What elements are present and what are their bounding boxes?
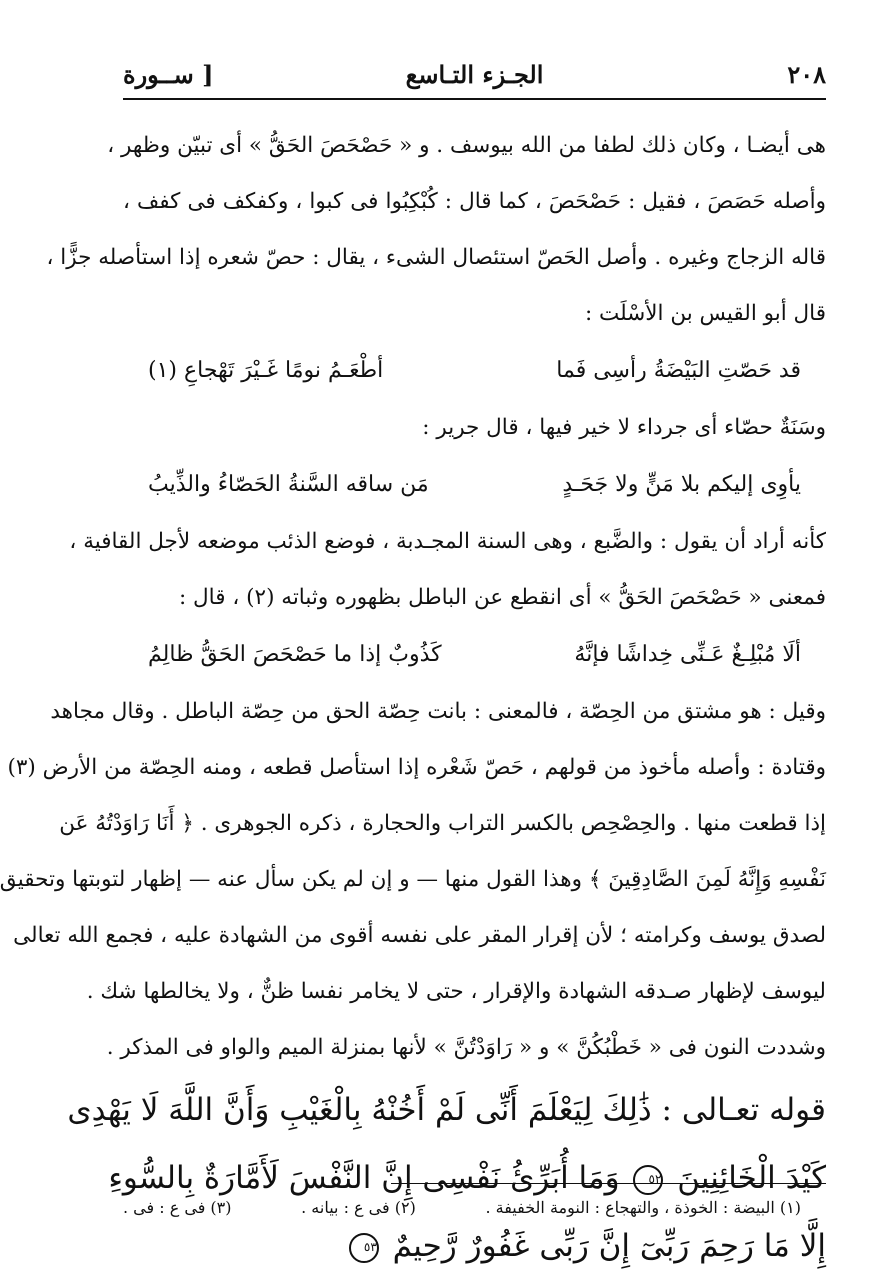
poem-verse — [123, 626, 826, 684]
verse-first-hemistich: يأوِى إليكم بلا مَنٍّ ولا جَحَـدٍ — [562, 472, 801, 497]
quran-text: وَمَا أُبَرِّئُ نَفْسِى إِنَّ النَّفْسَ لَأَمَّارَةٌ بِالسُّوءِ — [108, 1160, 620, 1196]
quran-text: كَيْدَ الْخَائِنِينَ — [677, 1160, 826, 1196]
text-line: قاله الزجاج وغيره . وأصل الحَصّ استئصال الشىء ، يقال : حصّ شعره إذا استأصله جزًّا ، — [46, 245, 826, 270]
ayah-number-mark: ٥٢ — [633, 1165, 663, 1195]
chapter-label: [ ســورة — [123, 59, 214, 89]
quran-text: إِلَّا مَا رَحِمَ رَبِّىٓ إِنَّ رَبِّى غَفُورٌ رَّحِيمٌ — [392, 1228, 826, 1264]
verse-second-hemistich: كَذُوبٌ إذا ما حَصْحَصَ الحَقُّ ظالِمُ — [148, 642, 442, 667]
text-line: نَفْسِهِ وَإِنَّهُ لَمِنَ الصَّادِقِينَ ﴾ وهذا القول منها — و إن لم يكن سأل عنه — إظهار لتوبتها وتحقيق — [0, 867, 826, 892]
text-line: هى أيضـا ، وكان ذلك لطفا من الله بيوسف . و « حَصْحَصَ الحَقُّ » أى تبيّن وظهر ، — [107, 133, 826, 158]
verse-second-hemistich: مَن ساقه السَّنةُ الحَصّاءُ والذِّيبُ — [148, 472, 429, 497]
verse-first-hemistich: ألَا مُبْلِـغٌ عَـنِّى خِداشًا فإنَّهُ — [574, 642, 801, 667]
text-line: ليوسف لإظهار صـدقه الشهادة والإقرار ، حتى لا يخامر نفسا ظنٌّ ، ولا يخالطها شك . — [86, 979, 826, 1004]
text-line: لصدق يوسف وكرامته ؛ لأن إقرار المقر على نفسه أقوى من الشهادة عليه ، فجمع الله تعالى — [13, 923, 826, 948]
header-rule — [123, 98, 826, 100]
text-line: قال أبو القيس بن الأسْلَت : — [584, 301, 826, 326]
text-line: وشددت النون فى « خَطْبُكُنَّ » و « رَاوَدْتُنَّ » لأنها بمنزلة الميم والواو فى المذكر . — [106, 1035, 826, 1060]
poem-verse — [123, 342, 826, 400]
text-line: وقيل : هو مشتق من الحِصّة ، فالمعنى : بانت حِصّة الحق من حِصّة الباطل . وقال مجاهد — [50, 699, 826, 724]
text-line: كأنه أراد أن يقول : والضَّبع ، وهى السنة المجـدبة ، فوضع الذئب موضعه لأجل القافية ، — [69, 529, 826, 554]
footnote-2: (٢) فى ع : بيانه . — [301, 1198, 416, 1217]
footnote-rule — [391, 1183, 826, 1184]
text-line: وسَنَةٌ حصّاء أى جرداء لا خير فيها ، قال جرير : — [422, 415, 826, 440]
running-title: الجـزء التـاسع — [405, 59, 544, 89]
page-number: ٢٠٨ — [787, 59, 826, 89]
quran-verse-line: قوله تعـالى : ذَٰلِكَ لِيَعْلَمَ أَنِّى لَمْ أَخُنْهُ بِالْغَيْبِ وَأَنَّ اللَّهَ لَا يَهْدِى — [67, 1092, 826, 1128]
text-line: وقتادة : وأصله مأخوذ من قولهم ، حَصّ شَعْره إذا استأصل قطعه ، ومنه الحِصّة من الأرض (٣) — [7, 755, 826, 780]
text-line: فمعنى « حَصْحَصَ الحَقُّ » أى انقطع عن الباطل بظهوره وثباته (٢) ، قال : — [178, 585, 826, 610]
footnotes — [123, 1192, 801, 1224]
footnote-1: (١) البيضة : الخوذة ، والتهجاع : النومة الخفيفة . — [485, 1198, 801, 1217]
text-line: إذا قطعت منها . والحِصْحِص بالكسر التراب والحجارة ، ذكره الجوهرى . ﴿ أَنَا رَاوَدْتُهُ عَن — [59, 811, 826, 836]
verse-first-hemistich: قد حَصّتِ البَيْضَةُ رأسِى فَما — [556, 358, 801, 383]
footnote-3: (٣) فى ع : فى . — [123, 1198, 232, 1217]
text-line: وأصله حَصَصَ ، فقيل : حَصْحَصَ ، كما قال : كُبْكِبُوا فى كبوا ، وكفكف فى كفف ، — [123, 189, 826, 214]
verse-second-hemistich: أطْعَـمُ نومًا غَـيْرَ تَهْجاعِ (١) — [148, 358, 384, 383]
poem-verse — [123, 456, 826, 514]
page-header — [123, 52, 826, 96]
ayah-number-mark: ٥٣ — [349, 1233, 379, 1263]
main-text — [0, 118, 826, 1280]
